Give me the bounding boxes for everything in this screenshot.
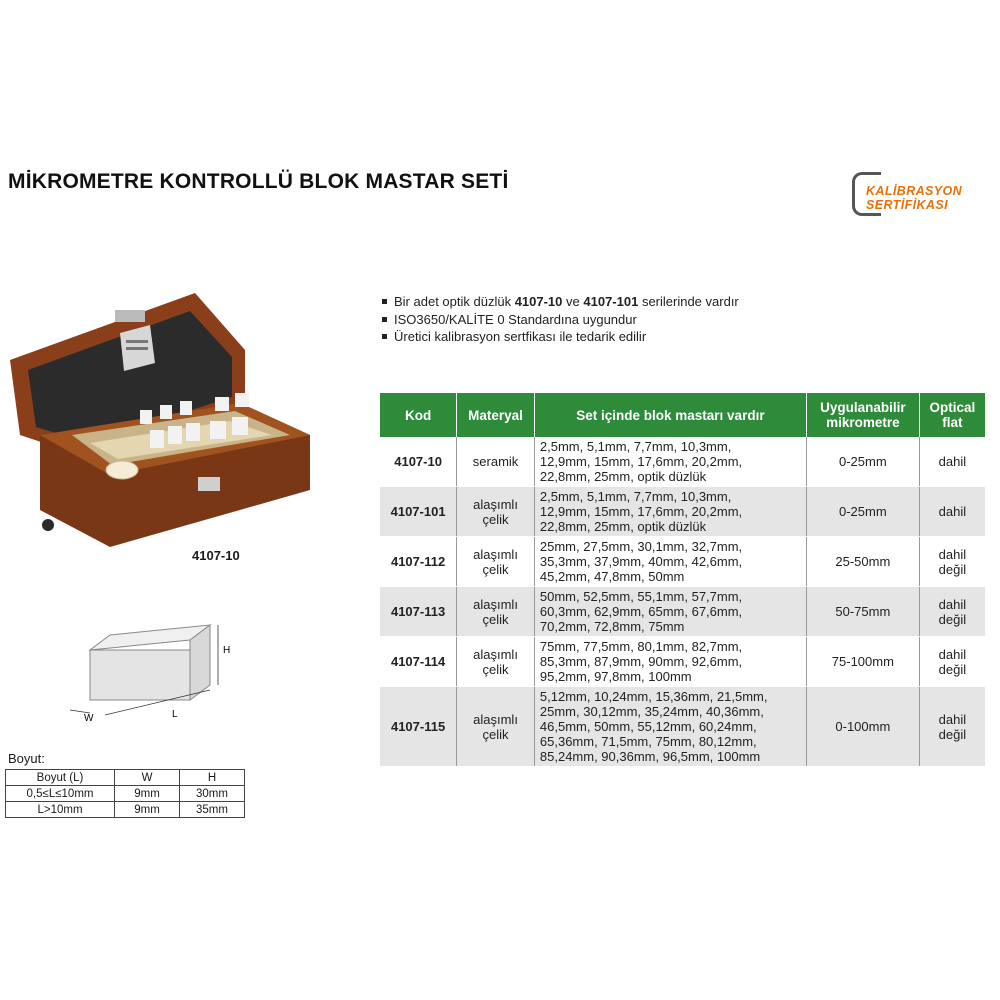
cell-kod: 4107-10 <box>380 437 457 487</box>
dim-cell: 9mm <box>115 786 180 802</box>
cell-materyal: alaşımlı çelik <box>457 537 535 587</box>
feature-list <box>380 293 739 346</box>
dim-header: W <box>115 770 180 786</box>
cell-mikrometre: 0-25mm <box>806 487 919 537</box>
gauge-block-diagram <box>60 615 260 725</box>
cell-materyal: alaşımlı çelik <box>457 487 535 537</box>
cell-mikrometre: 50-75mm <box>806 587 919 637</box>
block-l-label: L <box>172 709 178 720</box>
cell-mikrometre: 0-25mm <box>806 437 919 487</box>
cell-mikrometre: 25-50mm <box>806 537 919 587</box>
table-row <box>380 437 985 487</box>
cell-kod: 4107-112 <box>380 537 457 587</box>
cell-optical-flat: dahil <box>919 437 985 487</box>
page-title: MİKROMETRE KONTROLLÜ BLOK MASTAR SETİ <box>8 170 509 193</box>
product-table <box>380 393 985 767</box>
cell-set: 5,12mm, 10,24mm, 15,36mm, 21,5mm, 25mm, 30,12mm, 35,24mm, 40,36mm, 46,5mm, 50mm, 55,12mm, 60,24mm, 65,36mm, 71,5mm, 75mm, 80,12mm, 85,24mm, 90,36mm, 96,5mm, 100mm <box>534 687 806 767</box>
table-row <box>380 487 985 537</box>
cell-kod: 4107-101 <box>380 487 457 537</box>
cell-materyal: seramik <box>457 437 535 487</box>
table-row <box>380 687 985 767</box>
table-row <box>380 537 985 587</box>
feature-item: Bir adet optik düzlük 4107-10 ve 4107-101 serilerinde vardır <box>380 293 739 311</box>
photo-caption: 4107-10 <box>192 548 240 563</box>
dimensions-title: Boyut: <box>8 751 45 766</box>
feature-item: ISO3650/KALİTE 0 Standardına uygundur <box>380 311 739 329</box>
cell-set: 2,5mm, 5,1mm, 7,7mm, 10,3mm, 12,9mm, 15mm, 17,6mm, 20,2mm, 22,8mm, 25mm, optik düzlük <box>534 487 806 537</box>
cell-set: 50mm, 52,5mm, 55,1mm, 57,7mm, 60,3mm, 62,9mm, 65mm, 67,6mm, 70,2mm, 72,8mm, 75mm <box>534 587 806 637</box>
dim-header: Boyut (L) <box>6 770 115 786</box>
header-materyal: Materyal <box>457 393 535 437</box>
cell-optical-flat: dahil değil <box>919 637 985 687</box>
header-set: Set içinde blok mastarı vardır <box>534 393 806 437</box>
dim-cell: 0,5≤L≤10mm <box>6 786 115 802</box>
dim-cell: 35mm <box>180 802 245 818</box>
dim-cell: 30mm <box>180 786 245 802</box>
cell-optical-flat: dahil değil <box>919 587 985 637</box>
header-kod: Kod <box>380 393 457 437</box>
header-optical-flat: Optical flat <box>919 393 985 437</box>
cell-set: 2,5mm, 5,1mm, 7,7mm, 10,3mm, 12,9mm, 15mm, 17,6mm, 20,2mm, 22,8mm, 25mm, optik düzlük <box>534 437 806 487</box>
cell-materyal: alaşımlı çelik <box>457 637 535 687</box>
cell-kod: 4107-114 <box>380 637 457 687</box>
product-photo <box>0 285 320 555</box>
cell-materyal: alaşımlı çelik <box>457 687 535 767</box>
header-mikrometre: Uygulanabilir mikrometre <box>806 393 919 437</box>
table-row <box>380 637 985 687</box>
dim-cell: L>10mm <box>6 802 115 818</box>
cell-materyal: alaşımlı çelik <box>457 587 535 637</box>
table-header-row <box>380 393 985 437</box>
feature-item: Üretici kalibrasyon sertfikası ile tedarik edilir <box>380 328 739 346</box>
dimensions-table <box>5 769 245 818</box>
badge-line-1: KALİBRASYON <box>866 184 963 198</box>
cell-mikrometre: 75-100mm <box>806 637 919 687</box>
block-w-label: W <box>84 713 94 724</box>
dimensions-header-row <box>6 770 245 786</box>
cell-optical-flat: dahil değil <box>919 537 985 587</box>
dimensions-row <box>6 786 245 802</box>
cell-set: 75mm, 77,5mm, 80,1mm, 82,7mm, 85,3mm, 87,9mm, 90mm, 92,6mm, 95,2mm, 97,8mm, 100mm <box>534 637 806 687</box>
cell-set: 25mm, 27,5mm, 30,1mm, 32,7mm, 35,3mm, 37,9mm, 40mm, 42,6mm, 45,2mm, 47,8mm, 50mm <box>534 537 806 587</box>
dimensions-row <box>6 802 245 818</box>
cell-kod: 4107-115 <box>380 687 457 767</box>
dim-cell: 9mm <box>115 802 180 818</box>
block-h-label: H <box>223 645 231 656</box>
calibration-certificate-badge <box>850 170 990 216</box>
cell-optical-flat: dahil <box>919 487 985 537</box>
cell-mikrometre: 0-100mm <box>806 687 919 767</box>
table-row <box>380 587 985 637</box>
badge-line-2: SERTİFİKASI <box>866 198 948 212</box>
cell-optical-flat: dahil değil <box>919 687 985 767</box>
dim-header: H <box>180 770 245 786</box>
cell-kod: 4107-113 <box>380 587 457 637</box>
